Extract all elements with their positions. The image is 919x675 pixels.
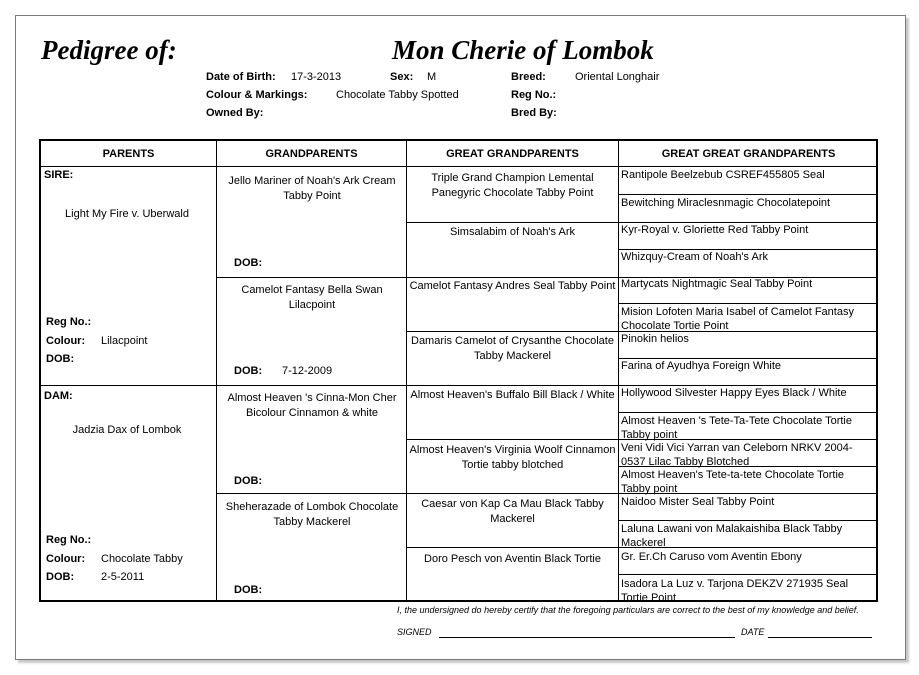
great-great-grandparent-14: Laluna Lawani von Malakaishiba Black Tabby Mackerel	[621, 523, 843, 549]
breed-value: Oriental Longhair	[575, 71, 660, 83]
great-grandparent-5: Almost Heaven's Buffalo Bill Black / White	[410, 389, 615, 401]
sire-colour-label: Colour:	[46, 335, 86, 347]
date-line	[768, 637, 872, 638]
great-grandparent-3: Camelot Fantasy Andres Seal Tabby Point	[409, 280, 616, 292]
cat-name-title: Mon Cherie of Lombok	[392, 35, 654, 65]
great-grandparent-1: Triple Grand Champion Lemental Panegyric Chocolate Tabby Point	[431, 172, 594, 199]
reg-no-label: Reg No.:	[511, 89, 557, 101]
great-great-grandparent-10: Almost Heaven 's Tete-Ta-Tete Chocolate Tortie Tabby point	[621, 415, 852, 441]
dam-colour-value: Chocolate Tabby	[101, 553, 183, 565]
grandparent-2-name: Camelot Fantasy Bella Swan Lilacpoint	[241, 284, 383, 311]
sex-value: M	[427, 71, 437, 83]
dob-label: Date of Birth:	[206, 71, 276, 83]
grandparent-1-dob-label: DOB:	[234, 257, 263, 269]
date-label: DATE	[741, 627, 765, 637]
great-grandparent-4: Damaris Camelot of Crysanthe Chocolate Tabby Mackerel	[411, 335, 614, 362]
great-great-grandparent-12: Almost Heaven's Tete-ta-tete Chocolate Tortie Tabby point	[621, 469, 845, 495]
sire-dob-label: DOB:	[46, 353, 75, 365]
breed-label: Breed:	[511, 71, 546, 83]
dam-reg-label: Reg No.:	[46, 534, 92, 546]
signature-line	[439, 637, 735, 638]
great-great-grandparent-9: Hollywood Silvester Happy Eyes Black / White	[621, 387, 847, 399]
colour-markings-label: Colour & Markings:	[206, 89, 308, 101]
grandparent-4-dob-label: DOB:	[234, 584, 263, 596]
grandparent-4-name: Sheherazade of Lombok Chocolate Tabby Mackerel	[225, 501, 399, 528]
grandparent-3-name: Almost Heaven 's Cinna-Mon Cher Bicolour Cinnamon & white	[227, 392, 397, 419]
great-grandparent-6: Almost Heaven's Virginia Woolf Cinnamon Tortie tabby blotched	[409, 444, 616, 471]
grandparent-3-dob-label: DOB:	[234, 475, 263, 487]
column-header-great-great-grandparents: GREAT GREAT GRANDPARENTS	[661, 148, 836, 160]
dam-name: Jadzia Dax of Lombok	[72, 424, 182, 436]
dam-role-label: DAM:	[44, 390, 73, 402]
column-header-parents: PARENTS	[102, 148, 155, 160]
great-great-grandparent-7: Pinokin helios	[621, 333, 689, 345]
great-grandparent-2: Simsalabim of Noah's Ark	[450, 226, 575, 238]
grandparent-2-dob-label: DOB:	[234, 365, 263, 377]
great-great-grandparent-1: Rantipole Beelzebub CSREF455805 Seal	[621, 169, 825, 181]
great-great-grandparent-5: Martycats Nightmagic Seal Tabby Point	[621, 278, 813, 290]
sire-role-label: SIRE:	[44, 169, 74, 181]
great-grandparent-8: Doro Pesch von Aventin Black Tortie	[424, 553, 601, 565]
signed-label: SIGNED	[397, 627, 432, 637]
great-great-grandparent-2: Bewitching Miraclesnmagic Chocolatepoint	[621, 197, 831, 209]
column-header-grandparents: GRANDPARENTS	[265, 148, 358, 160]
owned-by-label: Owned By:	[206, 107, 264, 119]
great-great-grandparent-4: Whizquy-Cream of Noah's Ark	[621, 251, 768, 263]
sire-name: Light My Fire v. Uberwald	[65, 208, 189, 220]
dob-value: 17-3-2013	[291, 71, 342, 83]
dam-dob-label: DOB:	[46, 571, 75, 583]
great-great-grandparent-6: Mision Lofoten Maria Isabel of Camelot Fantasy Chocolate Tortie Point	[621, 306, 854, 332]
great-great-grandparent-8: Farina of Ayudhya Foreign White	[621, 360, 781, 372]
great-great-grandparent-3: Kyr-Royal v. Gloriette Red Tabby Point	[621, 224, 809, 236]
great-great-grandparent-15: Gr. Er.Ch Caruso vom Aventin Ebony	[621, 551, 802, 563]
pedigree-label: Pedigree of:	[41, 35, 177, 65]
grandparent-1-name: Jello Mariner of Noah's Ark Cream Tabby Point	[228, 175, 396, 202]
dam-colour-label: Colour:	[46, 553, 86, 565]
sex-label: Sex:	[390, 71, 414, 83]
great-grandparent-7: Caesar von Kap Ca Mau Black Tabby Mackerel	[421, 498, 604, 525]
grandparent-2-dob-value: 7-12-2009	[282, 365, 333, 377]
dam-dob-value: 2-5-2011	[101, 571, 145, 583]
sire-colour-value: Lilacpoint	[101, 335, 148, 347]
great-great-grandparent-16: Isadora La Luz v. Tarjona DEKZV 271935 Seal Tortie Point	[621, 578, 849, 604]
bred-by-label: Bred By:	[511, 107, 557, 119]
great-great-grandparent-11: Veni Vidi Vici Yarran van Celeborn NRKV 2004-0537 Lilac Tabby Blotched	[621, 442, 853, 468]
column-header-great-grandparents: GREAT GRANDPARENTS	[446, 148, 579, 160]
sire-reg-label: Reg No.:	[46, 316, 92, 328]
certification-statement: I, the undersigned do hereby certify that the foregoing particulars are correct to the best of my knowledge and belief.	[397, 605, 859, 615]
pedigree-table	[39, 139, 878, 602]
colour-markings-value: Chocolate Tabby Spotted	[336, 89, 459, 101]
great-great-grandparent-13: Naidoo Mister Seal Tabby Point	[621, 496, 775, 508]
